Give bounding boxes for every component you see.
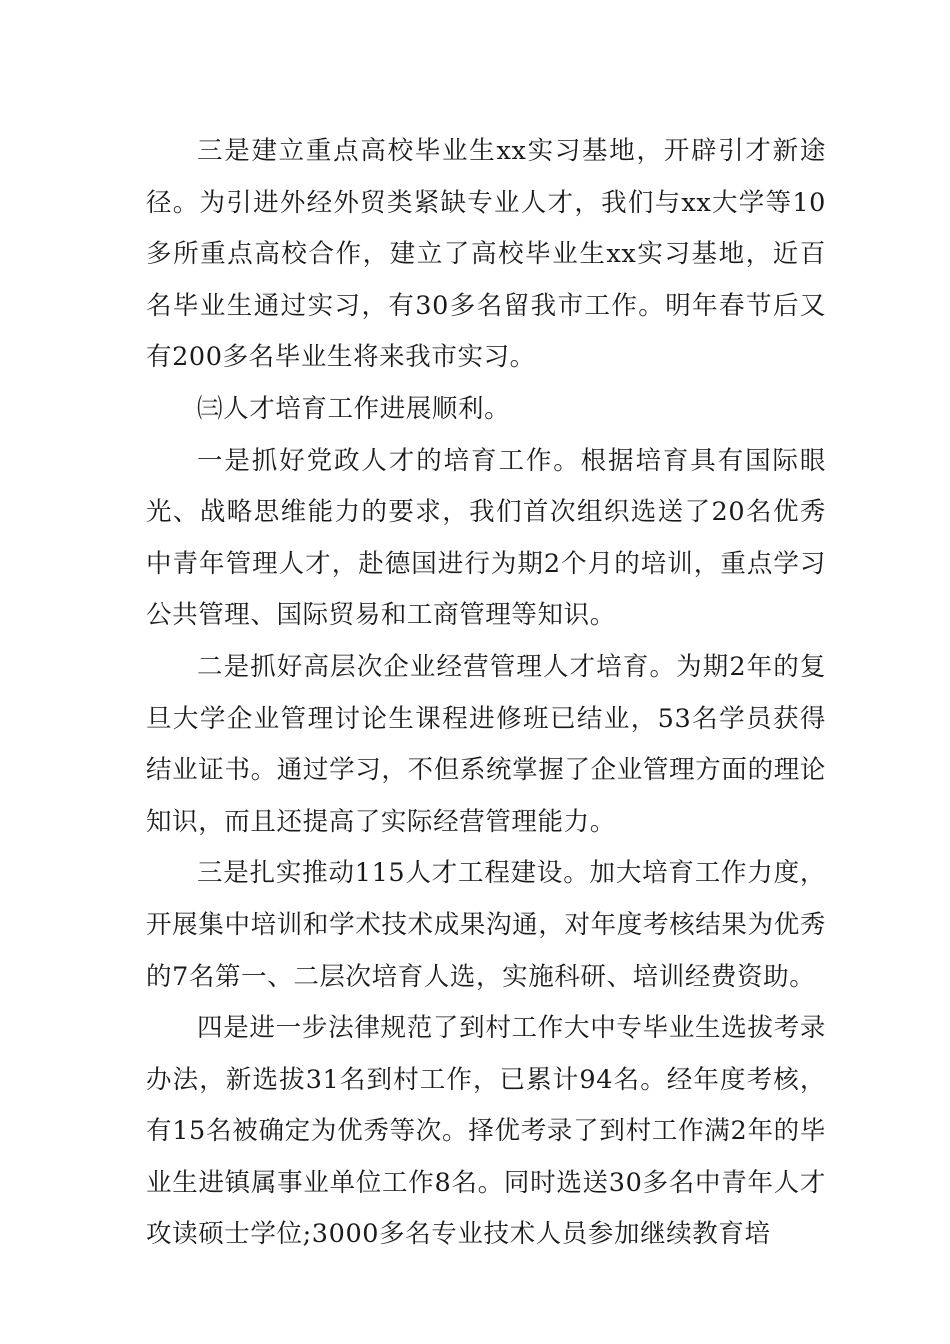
paragraph-1: 三是建立重点高校毕业生xx实习基地，开辟引才新途径。为引进外经外贸类紧缺专业人才，我们与xx大学等10多所重点高校合作，建立了高校毕业生xx实习基地，近百名毕业生通过实习，有30多名留我市工作。明年春节后又有200多名毕业生将来我市实习。 xyxy=(146,136,826,373)
paragraph-2-heading: ㈢人才培育工作进展顺利。 xyxy=(197,393,511,424)
paragraph-5: 三是扎实推动115人才工程建设。加大培育工作力度，开展集中培训和学术技术成果沟通，对年度考核结果为优秀的7名第一、二层次培育人选，实施科研、培训经费资助。 xyxy=(146,858,826,992)
paragraph-3: 一是抓好党政人才的培育工作。根据培育具有国际眼光、战略思维能力的要求，我们首次组织选送了20名优秀中青年管理人才，赴德国进行为期2个月的培训，重点学习公共管理、国际贸易和工商管理等知识。 xyxy=(146,445,826,631)
paragraph-6: 四是进一步法律规范了到村工作大中专毕业生选拔考录办法，新选拔31名到村工作，已累计94名。经年度考核，有15名被确定为优秀等次。择优考录了到村工作满2年的毕业生进镇属事业单位工作8名。同时选送30多名中青年人才攻读硕士学位;3000多名专业技术人员参加继续教育培 xyxy=(146,1013,826,1250)
document-body xyxy=(146,126,826,1261)
paragraph-4: 二是抓好高层次企业经营管理人才培育。为期2年的复旦大学企业管理讨论生课程进修班已结业，53名学员获得结业证书。通过学习，不但系统掌握了企业管理方面的理论知识，而且还提高了实际经营管理能力。 xyxy=(146,651,826,837)
